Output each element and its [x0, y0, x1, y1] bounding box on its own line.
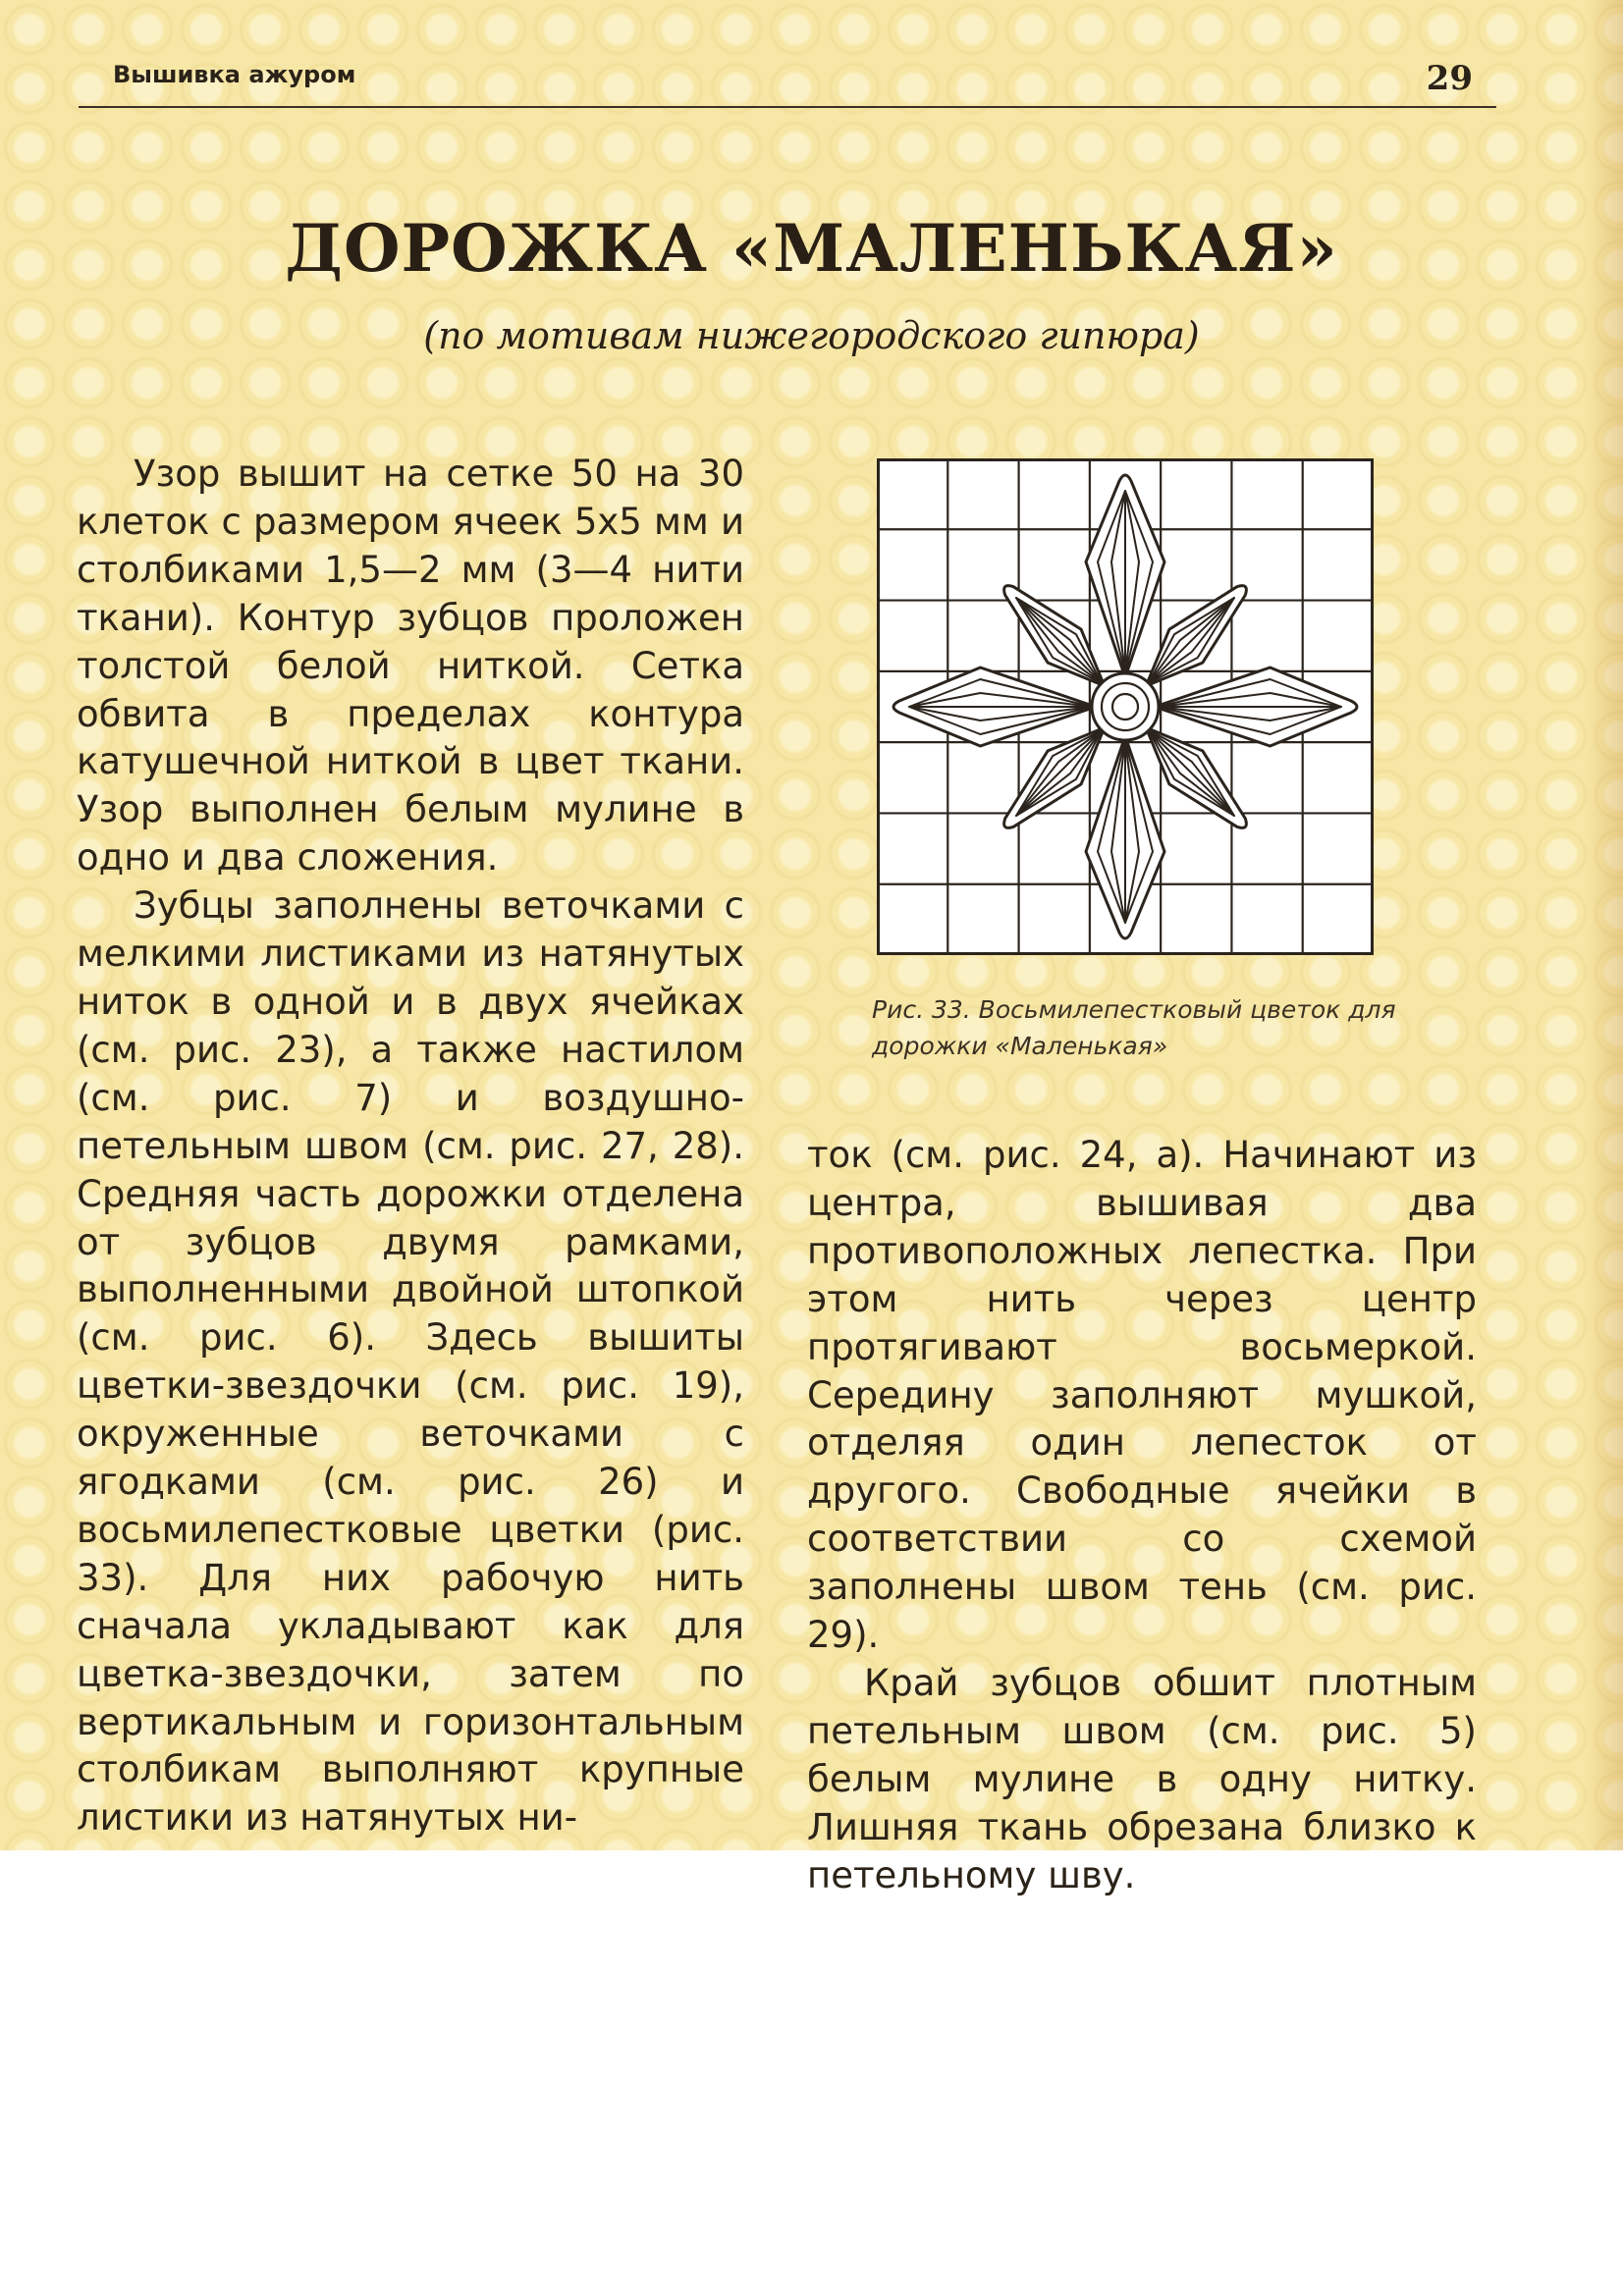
right-text-column: [807, 1132, 1477, 1900]
page-number: 29: [1426, 59, 1473, 98]
paragraph-1: Узор вышит на сетке 50 на 30 клеток с размером ячеек 5х5 мм и столбиками 1,5—2 мм (3—4 нити ткани). Контур зубцов проложен толстой белой ниткой. Сетка обвита в пределах контура катушечной ниткой в цвет ткани. Узор выполнен белым мулине в одно и два сложения.: [77, 453, 744, 880]
paragraph-2: Зубцы заполнены веточками с мелкими листиками из натянутых ниток в одной и в двух ячейках (см. рис. 23), а также настилом (см. рис. 7) и воздушно-петельным швом (см. рис. 27, 28). Средняя часть дорожки отделена от зубцов двумя рамками, выполненными двойной штопкой (см. рис. 6). Здесь вышиты цветки-звездочки (см. рис. 19), окруженные веточками с ягодками (см. рис. 26) и восьмилепестковые цветки (рис. 33). Для них рабочую нить сначала укладывают как для цветка-звездочки, затем по вертикальным и горизонтальным столбикам выполняют крупные листики из натянутых ни-: [77, 884, 744, 1840]
running-header: Вышивка ажуром: [113, 61, 356, 88]
article-title: ДОРОЖКА «МАЛЕНЬКАЯ»: [285, 210, 1338, 287]
paragraph-4: Край зубцов обшит плотным петельным швом (см. рис. 5) белым мулине в одну нитку. Лишняя ткань обрезана близко к петельному шву.: [807, 1661, 1477, 1896]
paragraph-3: ток (см. рис. 24, а). Начинают из центра, вышивая два противоположных лепестка. При этом нить через центр протягивают восьмеркой. Середину заполняют мушкой, отделяя один лепесток от другого. Свободные ячейки в соответствии со схемой заполнены швом тень (см. рис. 29).: [807, 1134, 1477, 1657]
figure-33-flower-diagram: [877, 458, 1374, 955]
figure-caption: Рис. 33. Восьмилепестковый цветок для дорожки «Маленькая»: [872, 995, 1396, 1060]
flower-center: [1092, 673, 1159, 740]
eight-petal-flower-schematic: [877, 458, 1374, 955]
header-rule: [79, 106, 1496, 108]
left-text-column: [77, 451, 744, 1842]
article-subtitle: (по мотивам нижегородского гипюра): [423, 314, 1200, 357]
